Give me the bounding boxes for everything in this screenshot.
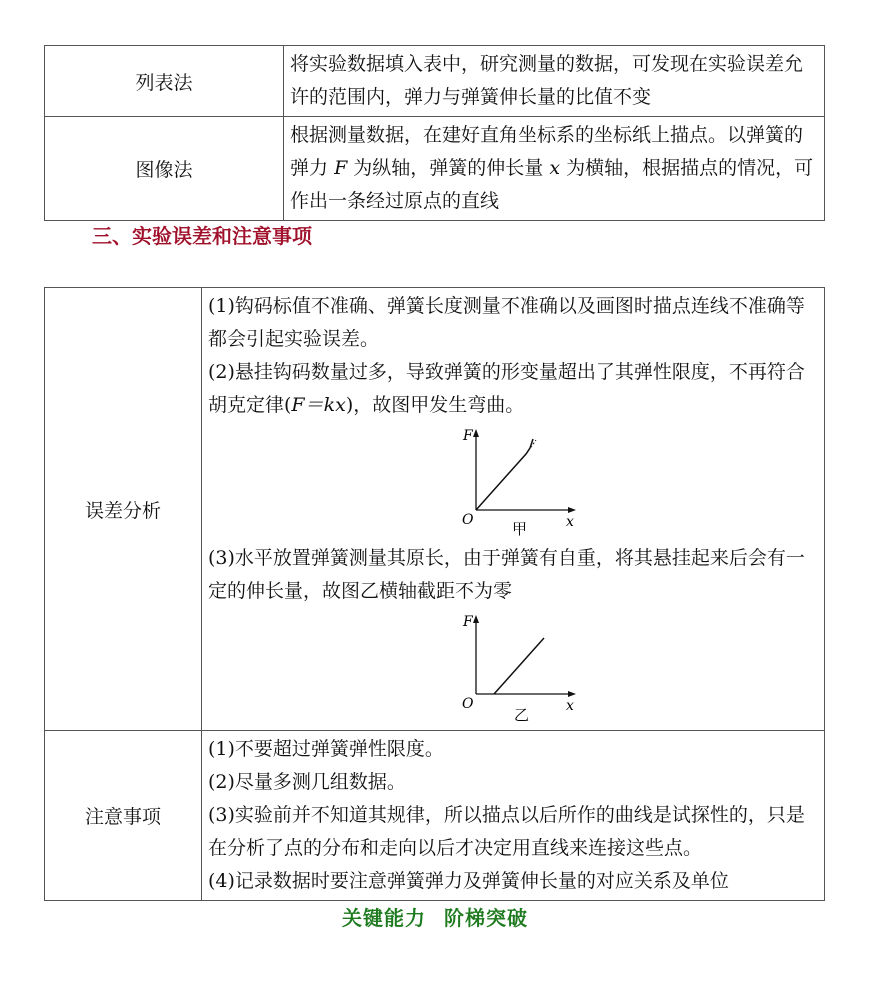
formula: F＝kx (291, 394, 346, 416)
method-text-list (284, 46, 825, 117)
text-segment: 为横轴，根据描点的情况，可作出一条经过原点的直线 (290, 157, 814, 212)
y-axis-arrow (473, 429, 479, 437)
methods-table (44, 45, 825, 221)
text-segment: 根据测量数据，在建好直角坐标系的坐标纸上描点。以弹簧的弹力 (290, 124, 804, 179)
x-axis-arrow (568, 507, 576, 513)
text-segment: )，故图甲发生弯曲。 (345, 394, 525, 416)
text-segment: (2)悬挂钩码数量过多，导致弹簧的形变量超出了其弹性限度，不再符合胡克定律( (208, 361, 805, 416)
note-item: (4)记录数据时要注意弹簧弹力及弹簧伸长量的对应关系及单位 (208, 870, 729, 892)
notes-content (202, 731, 825, 901)
origin-label: O (462, 512, 474, 528)
x-axis-label: x (566, 514, 574, 530)
method-label-graph: 图像法 (45, 117, 284, 221)
note-item: (1)不要超过弹簧弹性限度。 (208, 738, 444, 760)
error-analysis-content (202, 288, 825, 731)
table-row (45, 288, 825, 731)
error-item: (1)钩码标值不准确、弹簧长度测量不准确以及画图时描点连线不准确等都会引起实验误差。 (208, 295, 805, 350)
y-axis-label: F (463, 428, 473, 444)
data-line (494, 638, 544, 694)
method-text: 将实验数据填入表中，研究测量的数据，可发现在实验误差允许的范围内，弹力与弹簧伸长量的比值不变 (290, 53, 804, 108)
footer-heading (0, 902, 870, 931)
errors-notes-table (44, 287, 825, 901)
graph-jia (454, 426, 594, 538)
error-item (208, 356, 818, 422)
footer-part2: 阶梯突破 (444, 906, 528, 930)
footer-part1: 关键能力 (342, 906, 426, 930)
error-item: (3)水平放置弹簧测量其原长，由于弹簧有自重，将其悬挂起来后会有一定的伸长量，故图乙横轴截距不为零 (208, 547, 805, 602)
note-item: (2)尽量多测几组数据。 (208, 771, 406, 793)
x-axis-arrow (568, 691, 576, 697)
section-heading: 三、实验误差和注意事项 (92, 224, 312, 248)
error-analysis-label: 误差分析 (45, 288, 202, 731)
table-row (45, 46, 825, 117)
graph-yi (454, 612, 594, 724)
method-text (290, 119, 818, 218)
origin-label: O (462, 696, 474, 712)
notes-label: 注意事项 (45, 731, 202, 901)
table-row (45, 731, 825, 901)
method-label-list: 列表法 (45, 46, 284, 117)
y-axis-arrow (473, 615, 479, 623)
text-segment: 为纵轴，弹簧的伸长量 (353, 157, 544, 179)
note-item: (3)实验前并不知道其规律，所以描点以后所作的曲线是试探性的，只是在分析了点的分布和走向以后才决定用直线来连接这些点。 (208, 804, 805, 859)
graph-caption: 乙 (514, 706, 530, 724)
variable-f: F (334, 157, 348, 179)
y-axis-label: F (463, 614, 473, 630)
variable-x: x (549, 157, 561, 179)
graph-caption: 甲 (512, 520, 528, 538)
x-axis-label: x (566, 698, 574, 714)
table-row (45, 117, 825, 221)
data-line (476, 439, 533, 510)
method-text-graph (284, 117, 825, 221)
